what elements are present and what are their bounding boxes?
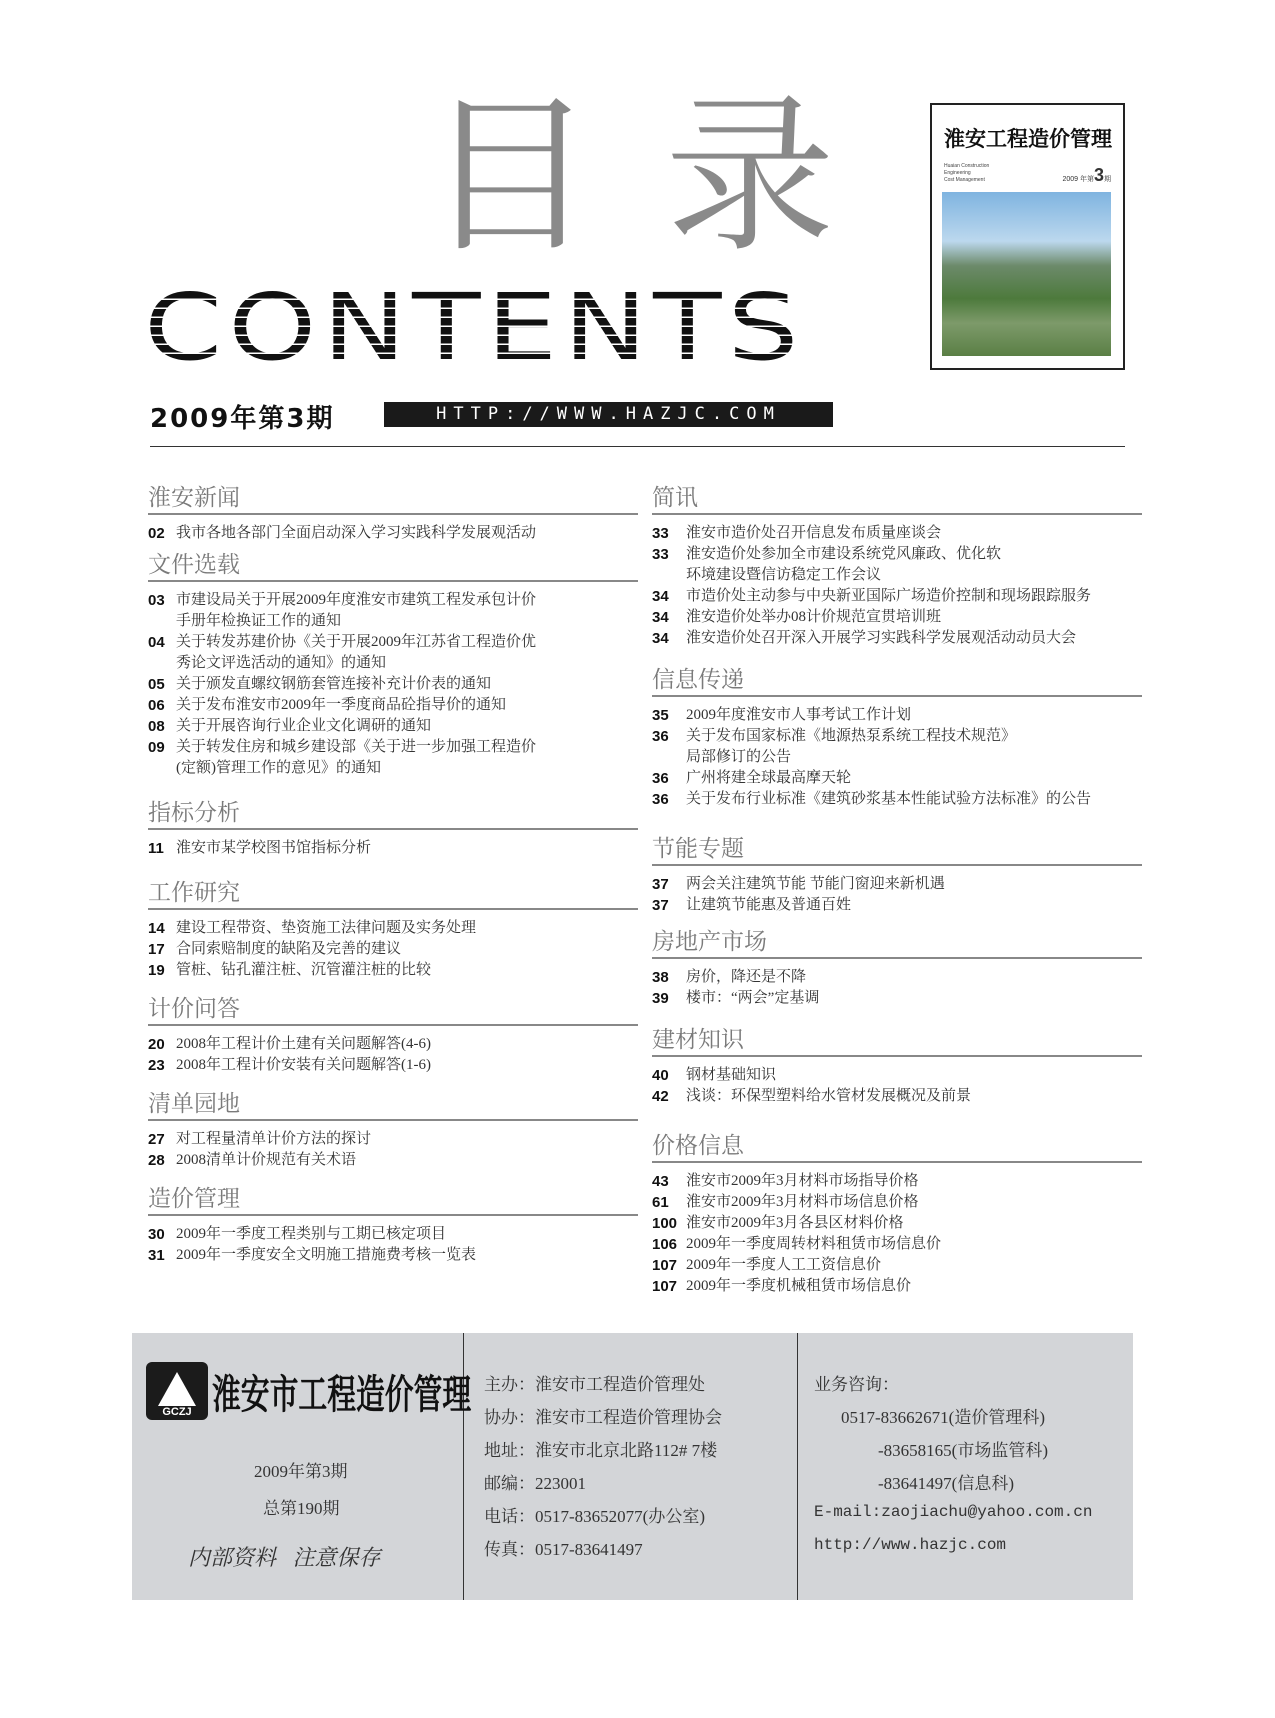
toc-section — [652, 665, 1142, 810]
page-number: 33 — [652, 525, 669, 542]
article-title: 2008年工程计价安装有关问题解答(1-6) — [176, 1057, 431, 1073]
cover-thumbnail — [930, 103, 1125, 370]
list-item[interactable] — [148, 737, 638, 779]
toc-section — [148, 878, 638, 981]
page-number: 20 — [148, 1036, 165, 1053]
page-number: 36 — [652, 770, 669, 787]
divider — [150, 446, 1125, 447]
org-name: 淮安市工程造价管理 — [212, 1372, 472, 1417]
cover-english-line: Cost Management — [944, 177, 985, 183]
article-title: 淮安市某学校图书馆指标分析 — [176, 840, 372, 856]
toc-section — [148, 483, 638, 544]
article-title: 市建设局关于开展2009年度淮安市建筑工程发承包计价 手册年检换证工作的通知 — [176, 592, 537, 629]
section-heading: 房地产市场 — [652, 927, 1142, 959]
cover-year: 2009 年第 — [1062, 176, 1094, 183]
article-title: 两会关注建筑节能 节能门窗迎来新机遇 — [686, 876, 945, 892]
list-item[interactable] — [652, 1255, 1142, 1276]
article-title: 对工程量清单计价方法的探讨 — [176, 1131, 372, 1147]
article-title: 2009年一季度机械租赁市场信息价 — [686, 1278, 912, 1294]
article-title: 钢材基础知识 — [686, 1067, 777, 1083]
list-item[interactable] — [652, 1192, 1142, 1213]
list-item[interactable] — [652, 874, 1142, 895]
article-title: 2009年度淮安市人事考试工作计划 — [686, 707, 912, 723]
footer-issue: 2009年第3期 — [254, 1462, 348, 1481]
page-number: 31 — [148, 1247, 165, 1264]
article-title: 管桩、钻孔灌注桩、沉管灌注桩的比较 — [176, 962, 432, 978]
list-item[interactable] — [148, 695, 638, 716]
page-number: 23 — [148, 1057, 165, 1074]
cover-issue-number: 3 — [1093, 165, 1104, 185]
article-list — [148, 1216, 638, 1266]
contact-label: 业务咨询： — [814, 1375, 899, 1394]
section-heading: 指标分析 — [148, 798, 638, 830]
page-number: 34 — [652, 588, 669, 605]
page-number: 08 — [148, 718, 165, 735]
list-item[interactable] — [148, 1129, 638, 1150]
page-number: 35 — [652, 707, 669, 724]
page-number: 03 — [148, 592, 165, 609]
page-number: 14 — [148, 920, 165, 937]
list-item[interactable] — [148, 1034, 638, 1055]
article-list — [148, 515, 638, 544]
section-heading: 文件选载 — [148, 550, 638, 582]
cover-issue — [1062, 165, 1111, 186]
list-item[interactable] — [148, 1245, 638, 1266]
toc-section — [148, 1089, 638, 1171]
article-title: 淮安造价处举办08计价规范宣贯培训班 — [686, 609, 942, 625]
list-item[interactable] — [652, 1065, 1142, 1086]
list-item[interactable] — [652, 1276, 1142, 1297]
article-title: 淮安市2009年3月各县区材料价格 — [686, 1215, 904, 1231]
list-item[interactable] — [652, 607, 1142, 628]
footer-info-line: 传真：0517-83641497 — [484, 1540, 643, 1559]
page-number: 42 — [652, 1088, 669, 1105]
article-title: 2009年一季度安全文明施工措施费考核一览表 — [176, 1247, 477, 1263]
list-item[interactable] — [148, 939, 638, 960]
footer-info-line: 邮编：223001 — [484, 1474, 586, 1493]
list-item[interactable] — [148, 632, 638, 674]
section-heading: 建材知识 — [652, 1025, 1142, 1057]
article-title: 淮安市造价处召开信息发布质量座谈会 — [686, 525, 942, 541]
toc-section — [148, 994, 638, 1076]
page-number: 37 — [652, 897, 669, 914]
divider — [797, 1333, 798, 1600]
list-item[interactable] — [148, 1150, 638, 1171]
footer-panel — [132, 1333, 1133, 1600]
article-title: 我市各地各部门全面启动深入学习实践科学发展观活动 — [176, 525, 537, 541]
article-title: 淮安造价处参加全市建设系统党风廉政、优化软 环境建设暨信访稳定工作会议 — [686, 546, 1002, 583]
article-title: 关于发布国家标准《地源热泵系统工程技术规范》 局部修订的公告 — [686, 728, 1017, 765]
contact-email[interactable]: E-mail:zaojiachu@yahoo.com.cn — [814, 1503, 1093, 1521]
toc-section — [652, 927, 1142, 1009]
article-list — [652, 866, 1142, 916]
article-title: 让建筑节能惠及普通百姓 — [686, 897, 852, 913]
article-list — [652, 959, 1142, 1009]
article-title: 浅谈：环保型塑料给水管材发展概况及前景 — [686, 1088, 972, 1104]
footer-info-line: 协办：淮安市工程造价管理协会 — [484, 1408, 722, 1427]
page-number: 27 — [148, 1131, 165, 1148]
section-heading: 简讯 — [652, 483, 1142, 515]
footer-total-issue: 总第190期 — [263, 1499, 340, 1518]
contact-phone: -83641497(信息科) — [878, 1474, 1014, 1493]
page-number: 02 — [148, 525, 165, 542]
logo-abbr: GCZJ — [162, 1406, 192, 1418]
page-number: 28 — [148, 1152, 165, 1169]
article-title: 房价，降还是不降 — [686, 969, 807, 985]
article-title: 2008清单计价规范有关术语 — [176, 1152, 357, 1168]
article-title: 关于开展咨询行业企业文化调研的通知 — [176, 718, 432, 734]
list-item[interactable] — [652, 967, 1142, 988]
list-item[interactable] — [652, 1234, 1142, 1255]
page-number: 40 — [652, 1067, 669, 1084]
cover-photo — [942, 192, 1111, 356]
section-heading: 清单园地 — [148, 1089, 638, 1121]
article-list — [148, 830, 638, 859]
article-list — [148, 1026, 638, 1076]
issue-label: 2009年第3期 — [150, 404, 335, 434]
article-title: 关于转发苏建价协《关于开展2009年江苏省工程造价优 秀论文评选活动的通知》的通知 — [176, 634, 537, 671]
section-heading: 淮安新闻 — [148, 483, 638, 515]
article-title: 合同索赔制度的缺陷及完善的建议 — [176, 941, 402, 957]
article-list — [652, 1163, 1142, 1297]
list-item[interactable] — [148, 674, 638, 695]
footer-info-line: 主办：淮安市工程造价管理处 — [484, 1375, 705, 1394]
page-number: 36 — [652, 728, 669, 745]
list-item[interactable] — [148, 918, 638, 939]
page-number: 09 — [148, 739, 165, 756]
page-number: 17 — [148, 941, 165, 958]
list-item[interactable] — [652, 628, 1142, 649]
list-item[interactable] — [148, 523, 638, 544]
list-item[interactable] — [148, 838, 638, 859]
list-item[interactable] — [148, 1055, 638, 1076]
article-list — [148, 582, 638, 779]
title-english: CONTENTS — [144, 274, 805, 382]
page-number: 19 — [148, 962, 165, 979]
page-number: 106 — [652, 1236, 678, 1253]
section-heading: 价格信息 — [652, 1131, 1142, 1163]
footer-info-line: 地址：淮安市北京北路112# 7楼 — [484, 1441, 718, 1460]
page-number: 107 — [652, 1257, 678, 1274]
list-item[interactable] — [652, 988, 1142, 1009]
article-list — [652, 697, 1142, 810]
page-number: 36 — [652, 791, 669, 808]
article-list — [652, 515, 1142, 649]
footer-notice: 内部资料 注意保存 — [188, 1545, 381, 1570]
article-title: 关于颁发直螺纹钢筋套管连接补充计价表的通知 — [176, 676, 492, 692]
section-heading: 信息传递 — [652, 665, 1142, 697]
page-number: 61 — [652, 1194, 669, 1211]
list-item[interactable] — [652, 1171, 1142, 1192]
toc-section — [652, 1025, 1142, 1107]
list-item[interactable] — [652, 789, 1142, 810]
list-item[interactable] — [148, 716, 638, 737]
page-number: 107 — [652, 1278, 678, 1295]
article-title: 2009年一季度人工工资信息价 — [686, 1257, 882, 1273]
toc-section — [652, 1131, 1142, 1297]
toc-section — [652, 834, 1142, 916]
cover-english-line: Huaian Construction — [944, 163, 990, 169]
article-title: 2009年一季度周转材料租赁市场信息价 — [686, 1236, 942, 1252]
page-number: 06 — [148, 697, 165, 714]
list-item[interactable] — [652, 726, 1142, 768]
website-url: HTTP://WWW.HAZJC.COM — [384, 402, 833, 427]
cover-title: 淮安工程造价管理 — [944, 127, 1112, 151]
cover-english — [944, 163, 989, 184]
section-heading: 节能专题 — [652, 834, 1142, 866]
list-item[interactable] — [652, 705, 1142, 726]
article-title: 淮安市2009年3月材料市场指导价格 — [686, 1173, 919, 1189]
toc-section — [652, 483, 1142, 649]
toc-section — [148, 798, 638, 859]
article-title: 2008年工程计价土建有关问题解答(4-6) — [176, 1036, 431, 1052]
section-heading: 计价问答 — [148, 994, 638, 1026]
article-title: 淮安造价处召开深入开展学习实践科学发展观活动动员大会 — [686, 630, 1077, 646]
page-number: 100 — [652, 1215, 678, 1232]
footer-info-line: 电话：0517-83652077(办公室) — [484, 1507, 705, 1526]
page-number: 34 — [652, 630, 669, 647]
page-number: 04 — [148, 634, 165, 651]
page-number: 37 — [652, 876, 669, 893]
page-number: 30 — [148, 1226, 165, 1243]
toc-section — [148, 1184, 638, 1266]
article-title: 市造价处主动参与中央新亚国际广场造价控制和现场跟踪服务 — [686, 588, 1092, 604]
article-title: 关于发布淮安市2009年一季度商品砼指导价的通知 — [176, 697, 507, 713]
list-item[interactable] — [652, 768, 1142, 789]
page-number: 43 — [652, 1173, 669, 1190]
list-item[interactable] — [652, 544, 1142, 586]
toc-section — [148, 550, 638, 779]
article-list — [652, 1057, 1142, 1107]
contact-phone: -83658165(市场监管科) — [878, 1441, 1048, 1460]
page-number: 38 — [652, 969, 669, 986]
list-item[interactable] — [652, 1086, 1142, 1107]
list-item[interactable] — [652, 895, 1142, 916]
contact-phone: 0517-83662671(造价管理科) — [841, 1408, 1045, 1427]
page-number: 33 — [652, 546, 669, 563]
section-heading: 造价管理 — [148, 1184, 638, 1216]
list-item[interactable] — [148, 1224, 638, 1245]
contact-website[interactable]: http://www.hazjc.com — [814, 1536, 1007, 1554]
list-item[interactable] — [652, 586, 1142, 607]
article-title: 关于转发住房和城乡建设部《关于进一步加强工程造价 (定额)管理工作的意见》的通知 — [176, 739, 537, 776]
list-item[interactable] — [148, 590, 638, 632]
list-item[interactable] — [652, 523, 1142, 544]
article-title: 楼市：“两会”定基调 — [686, 990, 820, 1006]
article-title: 淮安市2009年3月材料市场信息价格 — [686, 1194, 919, 1210]
article-list — [148, 1121, 638, 1171]
page-number: 11 — [148, 840, 164, 857]
article-title: 关于发布行业标准《建筑砂浆基本性能试验方法标准》的公告 — [686, 791, 1092, 807]
article-list — [148, 910, 638, 981]
article-title: 建设工程带资、垫资施工法律问题及实务处理 — [176, 920, 477, 936]
page-number: 34 — [652, 609, 669, 626]
section-heading: 工作研究 — [148, 878, 638, 910]
page-number: 39 — [652, 990, 669, 1007]
logo-icon — [146, 1362, 208, 1420]
page-number: 05 — [148, 676, 165, 693]
cover-issue-suffix: 期 — [1104, 176, 1111, 183]
title-chinese: 目录 — [425, 82, 906, 272]
cover-english-line: Engineering — [944, 170, 971, 176]
list-item[interactable] — [148, 960, 638, 981]
article-title: 广州将建全球最高摩天轮 — [686, 770, 852, 786]
article-title: 2009年一季度工程类别与工期已核定项目 — [176, 1226, 447, 1242]
list-item[interactable] — [652, 1213, 1142, 1234]
